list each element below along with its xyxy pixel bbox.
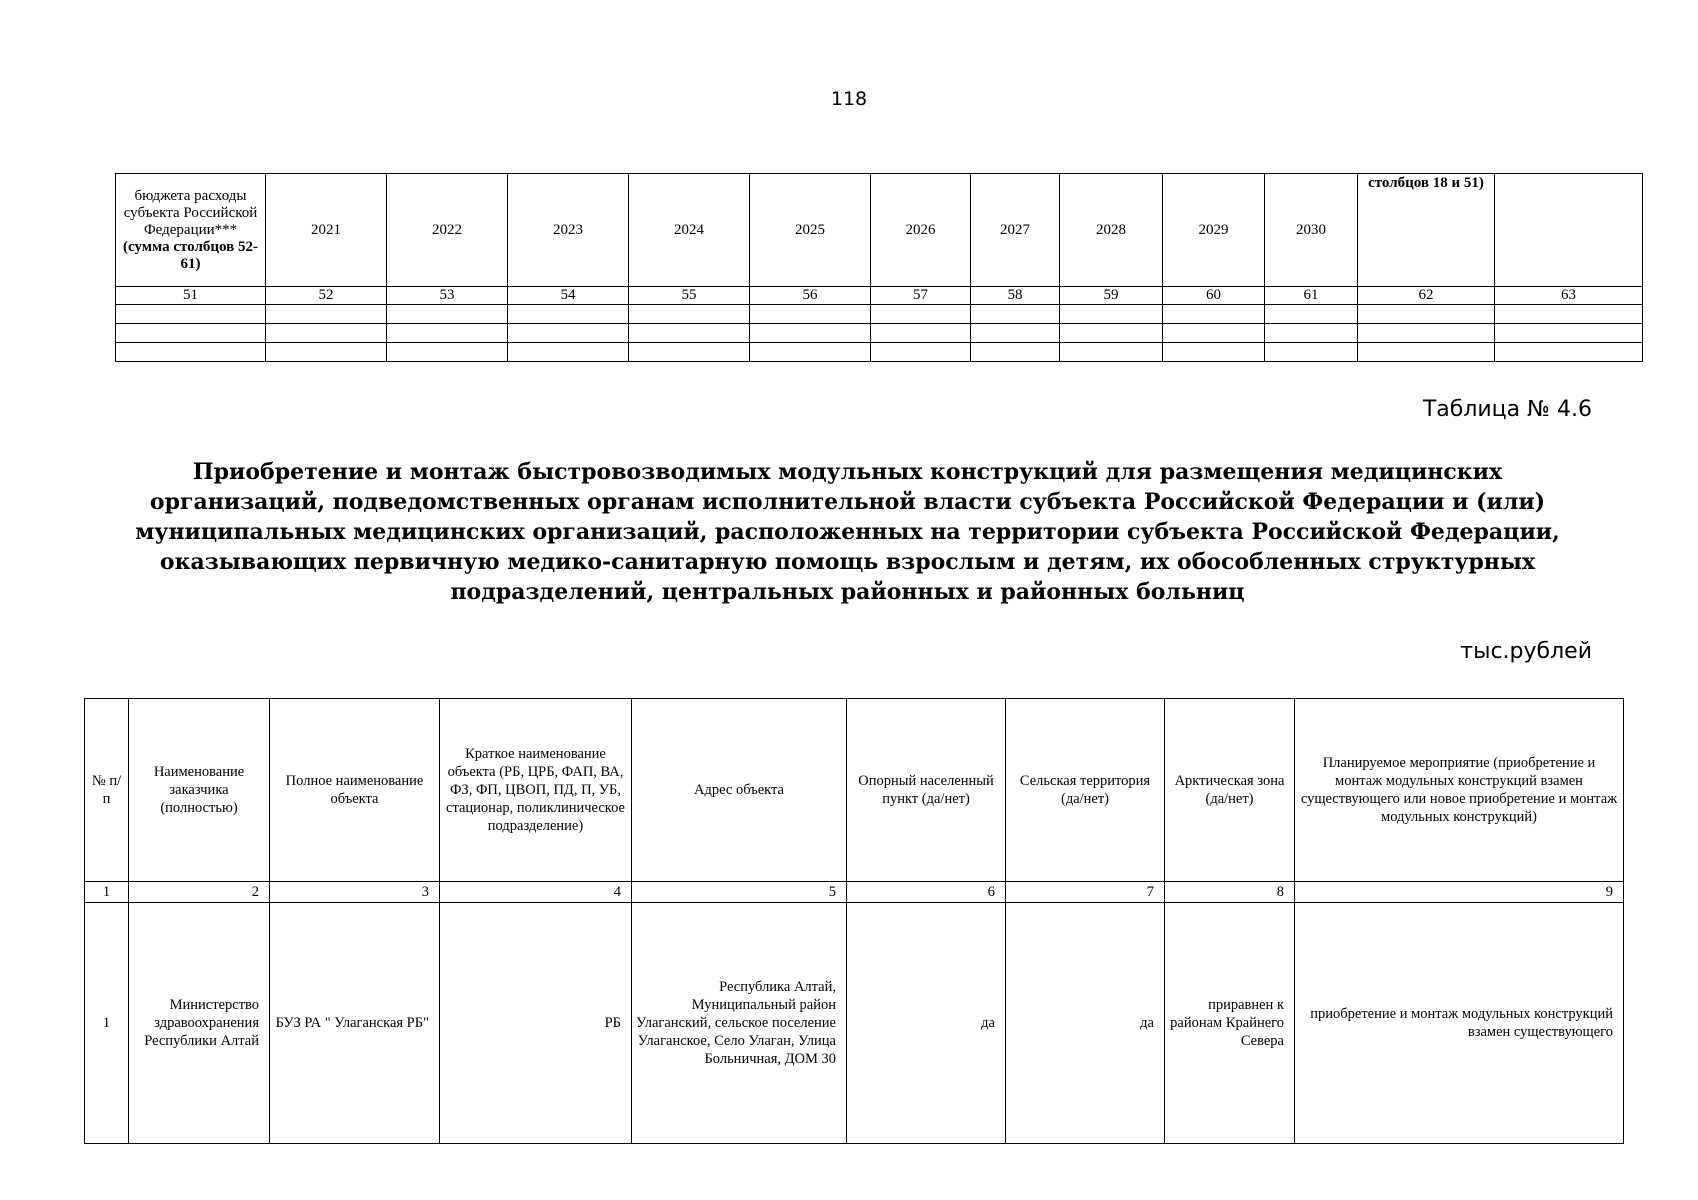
column-number: 57 [871, 287, 971, 305]
units-label: тыс.рублей [1460, 639, 1592, 664]
arctic-cell: приравнен к районам Крайнего Севера [1165, 903, 1295, 1144]
table-header-row [116, 174, 1643, 287]
object-short-cell: РБ [440, 903, 632, 1144]
header-support-settlement: Опорный населенный пункт (да/нет) [847, 699, 1006, 882]
table-header-row [85, 699, 1624, 882]
header-cell: столбцов 18 и 51) [1358, 174, 1495, 287]
table-label: Таблица № 4.6 [1422, 397, 1592, 422]
header-cell: 2027 [971, 174, 1060, 287]
header-arctic: Арктическая зона (да/нет) [1165, 699, 1295, 882]
header-customer: Наименование заказчика (полностью) [129, 699, 270, 882]
header-number: № п/п [85, 699, 129, 882]
page-number: 118 [830, 88, 868, 110]
column-number: 51 [116, 287, 266, 305]
empty-row [116, 324, 1643, 343]
header-cell: 2029 [1163, 174, 1265, 287]
column-number: 62 [1358, 287, 1495, 305]
column-number: 63 [1495, 287, 1643, 305]
column-number: 54 [508, 287, 629, 305]
empty-row [116, 343, 1643, 362]
header-cell: 2023 [508, 174, 629, 287]
row-number: 1 [85, 903, 129, 1144]
column-number: 56 [750, 287, 871, 305]
header-cell: 2025 [750, 174, 871, 287]
column-number: 6 [847, 882, 1006, 903]
table-title: Приобретение и монтаж быстровозводимых модульных конструкций для размещения медицинских организаций, подведомственных органам исполнительной власти субъекта Российской Федерации и (или) муниципальных медицинских организаций, расположенных на территории субъекта Российской Федерации, оказывающих первичную медико-санитарную помощь взрослым и детям, их обособленных структурных подразделений, центральных районных и районных больниц [135, 459, 1560, 605]
activity-cell: приобретение и монтаж модульных конструкций взамен существующего [1295, 903, 1624, 1144]
header-cell: 2030 [1265, 174, 1358, 287]
header-cell: 2028 [1060, 174, 1163, 287]
column-number: 2 [129, 882, 270, 903]
column-number: 52 [266, 287, 387, 305]
address-cell: Республика Алтай, Муниципальный район Улаганский, сельское поселение Улаганское, Село Улаган, Улица Больничная, ДОМ 30 [632, 903, 847, 1144]
column-number: 5 [632, 882, 847, 903]
support-settlement-cell: да [847, 903, 1006, 1144]
rural-cell: да [1006, 903, 1165, 1144]
header-cell: бюджета расходы субъекта Российской Федерации*** (сумма столбцов 52-61) [116, 174, 266, 287]
object-full-cell: БУЗ РА " Улаганская РБ" [270, 903, 440, 1144]
column-number: 7 [1006, 882, 1165, 903]
empty-row [116, 305, 1643, 324]
customer-cell: Министерство здравоохранения Республики Алтай [129, 903, 270, 1144]
header-cell: 2021 [266, 174, 387, 287]
column-number: 58 [971, 287, 1060, 305]
header-cell [1495, 174, 1643, 287]
header-cell: 2024 [629, 174, 750, 287]
column-number-row [116, 287, 1643, 305]
header-object-short: Краткое наименование объекта (РБ, ЦРБ, ФАП, ВА, ФЗ, ФП, ЦВОП, ПД, П, УБ, стационар, поликлиническое подразделение) [440, 699, 632, 882]
modular-construction-table [84, 698, 1624, 1144]
column-number-row [85, 882, 1624, 903]
header-rural: Сельская территория (да/нет) [1006, 699, 1165, 882]
header-address: Адрес объекта [632, 699, 847, 882]
column-number: 55 [629, 287, 750, 305]
header-object-full: Полное наименование объекта [270, 699, 440, 882]
header-cell: 2022 [387, 174, 508, 287]
table-row [85, 903, 1624, 1144]
column-number: 8 [1165, 882, 1295, 903]
column-number: 9 [1295, 882, 1624, 903]
column-number: 59 [1060, 287, 1163, 305]
column-number: 61 [1265, 287, 1358, 305]
header-activity: Планируемое мероприятие (приобретение и монтаж модульных конструкций взамен существующего или новое приобретение и монтаж модульных конструкций) [1295, 699, 1624, 882]
column-number: 60 [1163, 287, 1265, 305]
budget-continuation-table [115, 173, 1643, 362]
column-number: 3 [270, 882, 440, 903]
column-number: 1 [85, 882, 129, 903]
header-cell: 2026 [871, 174, 971, 287]
column-number: 53 [387, 287, 508, 305]
column-number: 4 [440, 882, 632, 903]
